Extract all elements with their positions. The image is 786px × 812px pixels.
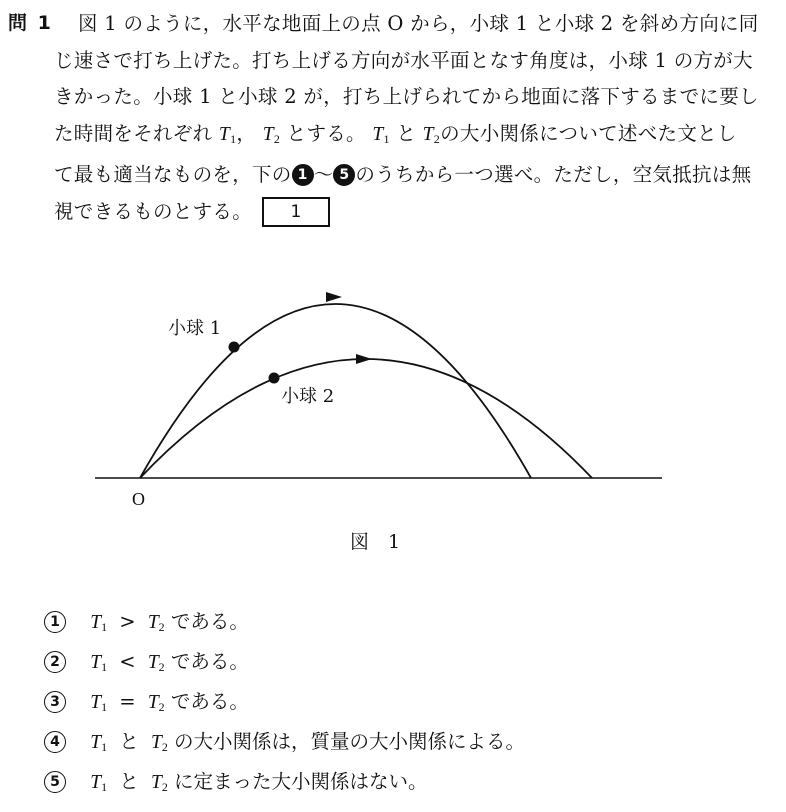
var-t2: $T_2$	[262, 123, 281, 146]
question-line-3: きかった。小球 1 と小球 2 が，打ち上げられてから地面に落下するまでに要し	[54, 85, 759, 108]
var-t1-b: $T_1$	[372, 123, 390, 146]
question-number: 問 1	[8, 12, 53, 34]
question-line-5: て最も適当なものを，下の 1 ～ 5 のうちから一つ選べ。ただし，空気抵抗は無	[54, 163, 752, 186]
choice-4-text: の大小関係は，質量の大小関係による。	[174, 730, 526, 753]
arrow-ball-2-icon	[356, 354, 372, 364]
ball-1	[229, 342, 240, 353]
ball-2	[269, 373, 280, 384]
choices-list	[44, 602, 764, 802]
choice-2[interactable]: 2 $T_1 < T_2$ である。	[44, 642, 764, 682]
ball-1-label: 小球 1	[168, 318, 222, 339]
figure-caption: 図 1	[350, 531, 401, 553]
choice-3-number: 3	[44, 691, 66, 713]
choice-ref-last: 5	[333, 164, 355, 186]
choice-5-number: 5	[44, 771, 66, 793]
choice-1-number: 1	[44, 611, 66, 633]
question-line-4: た時間をそれぞれ $T_1$， $T_2$ とする。 $T_1$ と $T_2$の大小関係について述べた文とし	[54, 121, 737, 146]
choice-4[interactable]: 4 $T_1$ と $T_2$ の大小関係は，質量の大小関係による。	[44, 722, 764, 762]
choice-5-text: に定まった大小関係はない。	[174, 770, 428, 793]
question-text	[54, 6, 780, 230]
var-t1: $T_1$	[218, 123, 237, 146]
choice-1[interactable]: 1 $T_1 > T_2$ である。	[44, 602, 764, 642]
question-line-1: 図 1 のように，水平な地面上の点 O から，小球 1 と小球 2 を斜め方向に同	[78, 12, 759, 35]
answer-box[interactable]: 1	[262, 197, 330, 227]
choice-3[interactable]: 3 $T_1 = T_2$ である。	[44, 682, 764, 722]
choice-5[interactable]: 5 $T_1$ と $T_2$ に定まった大小関係はない。	[44, 762, 764, 802]
ball-2-label: 小球 2	[281, 386, 335, 407]
choice-2-number: 2	[44, 651, 66, 673]
choice-4-number: 4	[44, 731, 66, 753]
origin-label: O	[132, 489, 145, 509]
choice-1-text: である。	[170, 610, 249, 633]
choice-3-text: である。	[170, 690, 249, 713]
var-t2-b: $T_2$	[422, 123, 441, 146]
choice-ref-first: 1	[292, 164, 314, 186]
question-line-6: 視できるものとする。 1	[54, 200, 330, 223]
question-line-2: じ速さで打ち上げた。打ち上げる方向が水平面となす角度は，小球 1 の方が大	[54, 48, 753, 72]
arrow-ball-1-icon	[326, 292, 342, 302]
choice-2-text: である。	[170, 650, 249, 673]
figure-trajectories	[0, 270, 786, 570]
